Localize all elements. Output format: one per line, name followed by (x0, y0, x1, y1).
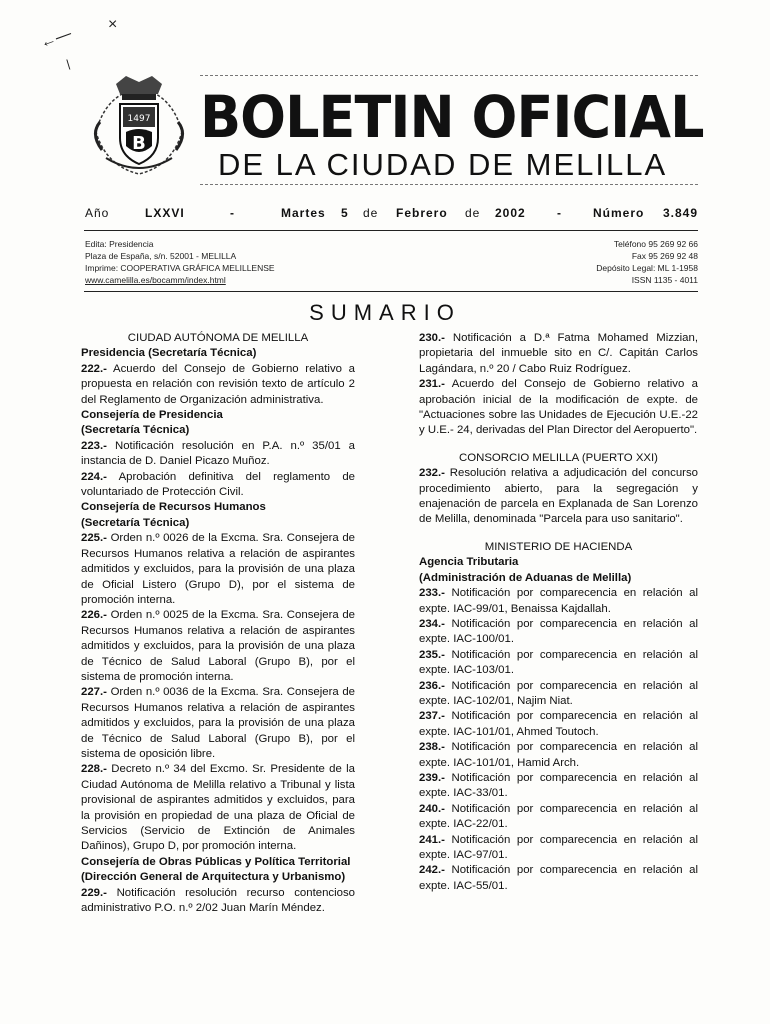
de-word: de (363, 206, 379, 220)
section-heading: CONSORCIO MELILLA (PUERTO XXI) (459, 451, 658, 464)
entry-text: Orden n.º 0026 de la Excma. Sra. Consejera de Recursos Humanos relativa a relación de aspirantes admitidos y excluidos, para la provisión de una plaza de Oficial Listero (Grupo D), por el sistema de promoción interna. (81, 532, 355, 606)
entry-number: 241.- (419, 833, 445, 846)
entry-number: 235.- (419, 648, 445, 661)
entry-number: 239.- (419, 771, 445, 784)
entry-text: Notificación por comparecencia en relación al expte. IAC-97/01. (419, 833, 698, 861)
dateline-rule (84, 230, 698, 231)
summary-entry (81, 608, 355, 685)
entry-number: 231.- (419, 378, 445, 391)
entry-number: 242.- (419, 864, 445, 877)
department-heading: Consejería de Presidencia (81, 409, 223, 422)
summary-entry (81, 886, 355, 917)
department-heading: Agencia Tributaria (419, 556, 519, 569)
entry-number: 223.- (81, 439, 107, 452)
separator: - (230, 206, 235, 220)
entry-text: Acuerdo del Consejo de Gobierno relativo a aprobación inicial de la modificación de expte. de "Actuaciones sobre las Unidades de Ejecución U.E.-22 y U.E.- 24, derivadas del Plan Director del Aeropuerto". (419, 378, 698, 437)
entry-text: Notificación por comparecencia en relación al expte. IAC-22/01. (419, 802, 698, 831)
summary-entry (419, 377, 698, 439)
entry-number: 229.- (81, 886, 107, 899)
year: 2002 (495, 206, 526, 220)
department-heading: (Secretaría Técnica) (81, 424, 190, 437)
contact-line: Teléfono 95 269 92 66 (613, 239, 698, 249)
summary-entry (419, 331, 698, 377)
page-title: BOLETIN OFICIAL (200, 83, 704, 151)
entry-number: 237.- (419, 710, 445, 723)
entry-text: Notificación por comparecencia en relación al expte. IAC-99/01, Benaissa Kajdallah. (419, 587, 698, 615)
entry-number: 236.- (419, 679, 445, 692)
summary-entry (81, 362, 355, 408)
de-word: de (465, 206, 481, 220)
spacer (419, 528, 698, 540)
header-rule-bottom (200, 184, 698, 185)
page-subtitle: DE LA CIUDAD DE MELILLA (218, 147, 668, 182)
weekday: Martes (281, 206, 326, 220)
imprint-block (85, 238, 275, 286)
department-heading: (Administración de Aduanas de Melilla) (419, 571, 632, 584)
summary-entry (419, 648, 698, 679)
summary-entry (419, 466, 698, 528)
summary-entry (81, 439, 355, 470)
entry-number: 232.- (419, 467, 445, 480)
entry-text: Notificación por comparecencia en relación al expte. IAC-33/01. (419, 771, 698, 800)
entry-number: 227.- (81, 686, 107, 699)
entry-number: 240.- (419, 802, 445, 815)
entry-number: 230.- (419, 332, 445, 344)
section-heading: MINISTERIO DE HACIENDA (484, 540, 633, 553)
entry-number: 234.- (419, 617, 445, 630)
summary-entry (419, 679, 698, 710)
day-number: 5 (341, 206, 349, 220)
header-rule-top (200, 75, 698, 76)
summary-entry (419, 740, 698, 771)
entry-number: 238.- (419, 741, 445, 754)
entry-text: Orden n.º 0036 de la Excma. Sra. Consejera de Recursos Humanos relativa a relación de aspirantes admitidos y excluidos, para la provisión de una plaza de Técnico de Salud Laboral (Grupo B), por el sistema de oposición libre. (81, 686, 355, 760)
entry-text: Acuerdo del Consejo de Gobierno relativo a propuesta en relación con revisión texto de artículo 2 del Reglamento de Organización administrativa. (81, 362, 355, 406)
pen-mark: ←— (37, 25, 74, 52)
department-heading: Consejería de Recursos Humanos (81, 501, 266, 514)
svg-text:B: B (132, 133, 146, 154)
month: Febrero (396, 206, 448, 220)
entry-text: Notificación a D.ª Fatma Mohamed Mizzian, propietaria del inmueble sito en C/. Capitán Carlos Lagándara, n.º 20 / Cabo Ruiz Rodríguez. (419, 332, 698, 375)
pen-mark: × (108, 16, 118, 33)
entry-text: Notificación por comparecencia en relación al expte. IAC-55/01. (419, 864, 698, 892)
website-link[interactable]: www.camelilla.es/bocamm/index.html (85, 275, 226, 285)
entry-text: Notificación por comparecencia en relación al expte. IAC-101/01, Ahmed Toutoch. (419, 710, 698, 738)
issue-number-label: Número (593, 206, 645, 220)
entry-text: Notificación resolución recurso contencioso administrativo P.O. n.º 2/02 Juan Marín Méndez. (81, 886, 355, 915)
entry-number: 225.- (81, 532, 107, 545)
imprint-line: Plaza de España, s/n. 52001 - MELILLA (85, 251, 237, 261)
department-heading: Presidencia (Secretaría Técnica) (81, 347, 257, 360)
section-heading: CIUDAD AUTÓNOMA DE MELILLA (127, 332, 309, 344)
department-heading: (Dirección General de Arquitectura y Urbanismo) (81, 871, 346, 884)
imprint-line: Edita: Presidencia (85, 239, 154, 249)
entry-text: Notificación por comparecencia en relación al expte. IAC-100/01. (419, 617, 698, 646)
department-heading: (Secretaría Técnica) (81, 516, 190, 529)
summary-entry (419, 617, 698, 648)
summary-entry (81, 762, 355, 854)
summary-column-right (419, 331, 698, 894)
entry-text: Notificación por comparecencia en relación al expte. IAC-103/01. (419, 648, 698, 677)
year-roman: LXXVI (145, 206, 185, 220)
entry-text: Notificación por comparecencia en relación al expte. IAC-101/01, Hamid Arch. (419, 741, 698, 769)
entry-text: Notificación resolución en P.A. n.º 35/01 a instancia de D. Daniel Picazo Muñoz. (81, 439, 355, 468)
summary-entry (419, 709, 698, 740)
entry-number: 226.- (81, 609, 107, 622)
entry-text: Decreto n.º 34 del Excmo. Sr. Presidente de la Ciudad Autónoma de Melilla relativo a Tribunal y lista provisional de aspirantes admitidos y excluidos, para la provisión en propiedad de una plaza de Oficial de Servicios (Servicio de Extinción de Animales Dañinos), Grupo D, por promoción interna. (81, 763, 355, 853)
entry-text: Orden n.º 0025 de la Excma. Sra. Consejera de Recursos Humanos relativa a relación de aspirantes admitidos y excluidos, para la provisión de una plaza de Técnico de Salud Laboral (Grupo B), por el sistema de promoción interna. (81, 609, 355, 683)
summary-entry (419, 833, 698, 864)
entry-number: 224.- (81, 470, 107, 483)
summary-entry (419, 771, 698, 802)
summary-column-left (81, 331, 355, 916)
pen-mark: ∖ (64, 58, 72, 72)
separator: - (557, 206, 562, 220)
contact-line: ISSN 1135 - 4011 (631, 275, 698, 285)
year-label: Año (85, 206, 110, 220)
issue-number: 3.849 (663, 206, 699, 220)
summary-entry (81, 531, 355, 608)
imprint-rule (84, 291, 698, 292)
melilla-coat-of-arms-icon (86, 74, 192, 180)
entry-number: 233.- (419, 587, 445, 600)
contact-line: Depósito Legal: ML 1-1958 (596, 263, 698, 273)
imprint-line: Imprime: COOPERATIVA GRÁFICA MELILLENSE (85, 263, 275, 273)
summary-entry (81, 685, 355, 762)
summary-entry (419, 586, 698, 617)
spacer (419, 439, 698, 451)
entry-number: 222.- (81, 362, 107, 375)
entry-text: Aprobación definitiva del reglamento de voluntariado de Protección Civil. (81, 470, 355, 499)
entry-text: Resolución relativa a adjudicación del concurso procedimiento abierto, para la segregación y enajenación de parcela en Explanada de San Lorenzo de Melilla, denominada "Parcela para uso sanitario". (419, 467, 698, 526)
summary-entry (419, 802, 698, 833)
entry-text: Notificación por comparecencia en relación al expte. IAC-102/01, Najim Niat. (419, 679, 698, 707)
entry-number: 228.- (81, 763, 107, 776)
sumario-heading: SUMARIO (309, 300, 461, 325)
summary-entry (419, 863, 698, 894)
contact-block (596, 238, 698, 286)
svg-text:1497: 1497 (127, 114, 151, 124)
summary-entry (81, 470, 355, 501)
department-heading: Consejería de Obras Públicas y Política Territorial (81, 855, 351, 868)
contact-line: Fax 95 269 92 48 (631, 251, 698, 261)
